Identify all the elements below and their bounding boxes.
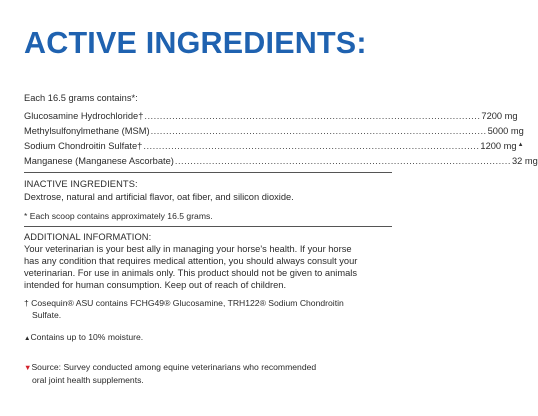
ingredient-name: Methylsulfonylmethane (MSM): [24, 126, 150, 136]
paragraph-line: veterinarian. For use in animals only. This product should not be given to animals: [24, 268, 357, 278]
additional-paragraph: [24, 243, 396, 291]
serving-size-text: Each 16.5 grams contains*:: [24, 93, 138, 103]
leader-dots: .............................................................................................................: [150, 126, 487, 136]
ingredient-row: [24, 140, 524, 152]
ingredient-amount: 1200 mg ▲: [480, 141, 524, 151]
section-divider: [24, 172, 392, 173]
leader-dots: .............................................................................................................: [144, 111, 481, 121]
page-title: ACTIVE INGREDIENTS:: [24, 26, 367, 60]
ingredient-amount: 5000 mg: [487, 126, 524, 136]
scoop-note: * Each scoop contains approximately 16.5 grams.: [24, 211, 213, 221]
ingredient-row: [24, 125, 524, 137]
triangle-icon: ▲: [517, 142, 524, 148]
ingredient-amount: 32 mg: [511, 156, 538, 166]
ingredient-row: [24, 110, 518, 122]
red-triangle-icon: ▼: [24, 363, 32, 372]
paragraph-line: Your veterinarian is your best ally in managing your horse's health. If your horse: [24, 244, 352, 254]
source-note: [24, 361, 396, 386]
inactive-text: Dextrose, natural and artificial flavor, oat fiber, and silicon dioxide.: [24, 192, 294, 202]
paragraph-line: oral joint health supplements.: [32, 375, 144, 385]
paragraph-line: Sulfate.: [32, 310, 62, 320]
leader-dots: .............................................................................................................: [174, 156, 511, 166]
ingredient-amount: 7200 mg: [481, 111, 518, 121]
paragraph-line: ▼Source: Survey conducted among equine veterinarians who recommended: [24, 362, 317, 372]
cosequin-note: [24, 297, 396, 321]
moisture-note: ▲Contains up to 10% moisture.: [24, 332, 144, 342]
ingredient-name: Sodium Chondroitin Sulfate†: [24, 141, 143, 151]
triangle-icon: ▲: [24, 335, 31, 342]
additional-heading: ADDITIONAL INFORMATION:: [24, 232, 152, 242]
paragraph-line: † Cosequin® ASU contains FCHG49® Glucosamine, TRH122® Sodium Chondroitin: [24, 298, 344, 308]
leader-dots: .............................................................................................................: [143, 141, 480, 151]
ingredient-name: Manganese (Manganese Ascorbate): [24, 156, 174, 166]
paragraph-line: intended for human consumption. Keep out of reach of children.: [24, 280, 287, 290]
ingredient-name: Glucosamine Hydrochloride†: [24, 111, 144, 121]
ingredient-row: [24, 155, 538, 167]
paragraph-line: has any condition that requires medical attention, you should always consult your: [24, 256, 358, 266]
inactive-heading: INACTIVE INGREDIENTS:: [24, 179, 138, 189]
section-divider: [24, 226, 392, 227]
